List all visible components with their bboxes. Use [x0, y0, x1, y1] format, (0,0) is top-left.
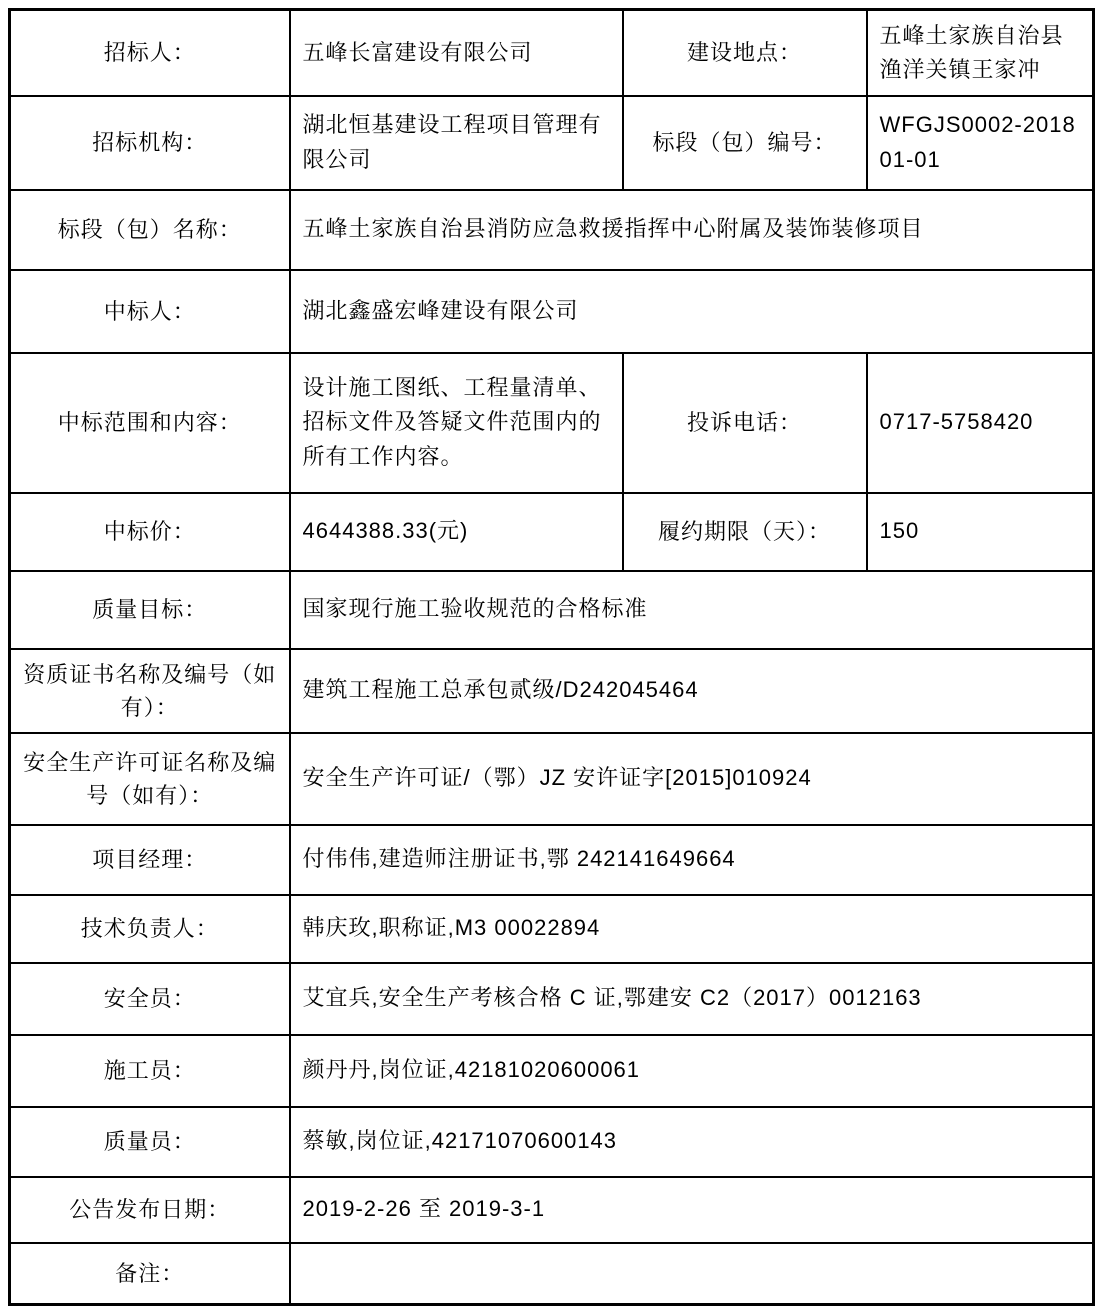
table-row: [10, 825, 1094, 895]
table-row: [10, 1035, 1094, 1107]
complaint-phone-label: 投诉电话：: [623, 353, 867, 493]
bid-scope-value: 设计施工图纸、工程量清单、招标文件及答疑文件范围内的所有工作内容。: [290, 353, 623, 493]
table-row: [10, 353, 1094, 493]
winning-price-value: 4644388.33(元): [290, 493, 623, 571]
table-row: [10, 493, 1094, 571]
announcement-date-value: 2019-2-26 至 2019-3-1: [290, 1177, 1094, 1243]
table-row: [10, 270, 1094, 353]
table-row: [10, 571, 1094, 649]
project-manager-label: 项目经理：: [10, 825, 290, 895]
announcement-date-label: 公告发布日期：: [10, 1177, 290, 1243]
safety-officer-label: 安全员：: [10, 963, 290, 1035]
table-row: [10, 649, 1094, 733]
tender-agency-value: 湖北恒基建设工程项目管理有限公司: [290, 96, 623, 190]
table-row: [10, 96, 1094, 190]
table-row: [10, 963, 1094, 1035]
safety-production-license-value: 安全生产许可证/（鄂）JZ 安许证字[2015]010924: [290, 733, 1094, 825]
safety-production-license-label: 安全生产许可证名称及编号（如有）：: [10, 733, 290, 825]
technical-director-label: 技术负责人：: [10, 895, 290, 963]
qualification-certificate-value: 建筑工程施工总承包贰级/D242045464: [290, 649, 1094, 733]
tender-agency-label: 招标机构：: [10, 96, 290, 190]
table-row: [10, 1243, 1094, 1305]
winning-price-label: 中标价：: [10, 493, 290, 571]
performance-period-value: 150: [867, 493, 1094, 571]
quality-officer-value: 蔡敏,岗位证,42171070600143: [290, 1107, 1094, 1177]
construction-officer-label: 施工员：: [10, 1035, 290, 1107]
complaint-phone-value: 0717-5758420: [867, 353, 1094, 493]
bid-scope-label: 中标范围和内容：: [10, 353, 290, 493]
construction-site-value: 五峰土家族自治县渔洋关镇王家冲: [867, 10, 1094, 96]
remarks-label: 备注：: [10, 1243, 290, 1305]
table-row: [10, 895, 1094, 963]
table-row: [10, 1107, 1094, 1177]
project-manager-value: 付伟伟,建造师注册证书,鄂 242141649664: [290, 825, 1094, 895]
section-number-value: WFGJS0002-201801-01: [867, 96, 1094, 190]
tenderer-value: 五峰长富建设有限公司: [290, 10, 623, 96]
safety-officer-value: 艾宜兵,安全生产考核合格 C 证,鄂建安 C2（2017）0012163: [290, 963, 1094, 1035]
section-name-value: 五峰土家族自治县消防应急救援指挥中心附属及装饰装修项目: [290, 190, 1094, 270]
construction-officer-value: 颜丹丹,岗位证,42181020600061: [290, 1035, 1094, 1107]
technical-director-value: 韩庆玫,职称证,M3 00022894: [290, 895, 1094, 963]
section-number-label: 标段（包）编号：: [623, 96, 867, 190]
remarks-value: [290, 1243, 1094, 1305]
quality-target-value: 国家现行施工验收规范的合格标准: [290, 571, 1094, 649]
winning-bidder-value: 湖北鑫盛宏峰建设有限公司: [290, 270, 1094, 353]
tenderer-label: 招标人：: [10, 10, 290, 96]
quality-target-label: 质量目标：: [10, 571, 290, 649]
section-name-label: 标段（包）名称：: [10, 190, 290, 270]
qualification-certificate-label: 资质证书名称及编号（如有）：: [10, 649, 290, 733]
table-row: [10, 733, 1094, 825]
construction-site-label: 建设地点：: [623, 10, 867, 96]
performance-period-label: 履约期限（天）：: [623, 493, 867, 571]
winning-bidder-label: 中标人：: [10, 270, 290, 353]
table-row: [10, 190, 1094, 270]
table-row: [10, 10, 1094, 96]
bid-result-table: [8, 8, 1095, 1306]
quality-officer-label: 质量员：: [10, 1107, 290, 1177]
table-row: [10, 1177, 1094, 1243]
